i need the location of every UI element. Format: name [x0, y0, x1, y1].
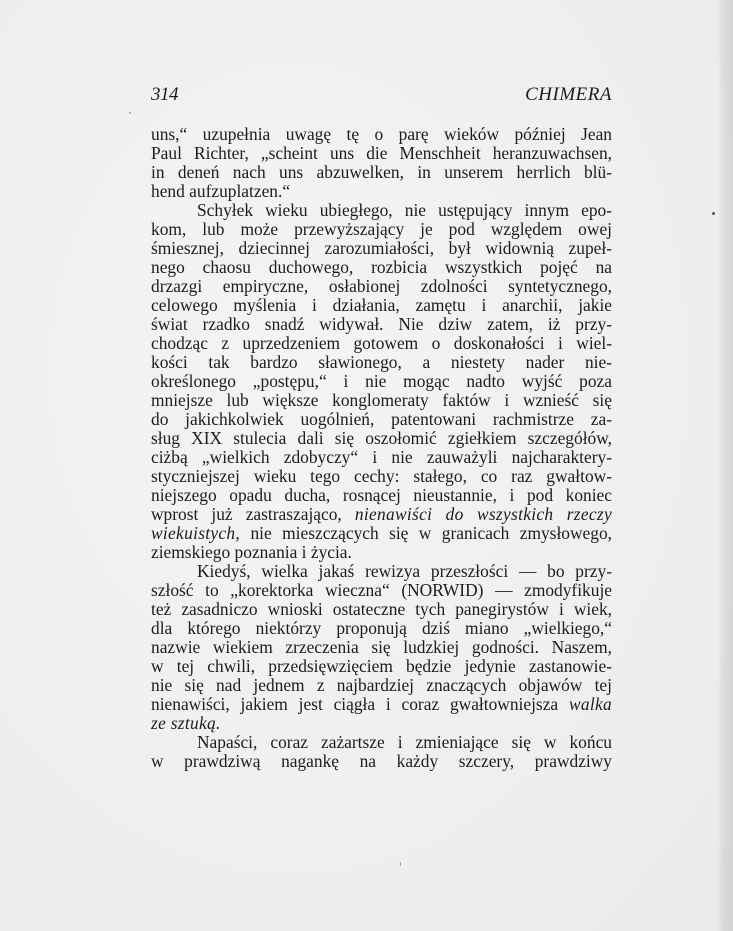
text-line: styczniejszej wieku tego cechy: stałego, co raz gwałtow-: [151, 466, 612, 486]
text-line: dla którego niektórzy proponują dziś miano „wielkiego,“: [151, 618, 612, 638]
emphasized-text: wiekuistych,: [151, 523, 241, 543]
text-line: kom, lub może przewyższający je pod względem owej: [151, 219, 612, 239]
text-line: w prawdziwą nagankę na każdy szczery, prawdziwy: [151, 751, 612, 771]
text-line: uns,“ uzupełnia uwagę tę o parę wieków później Jean: [151, 124, 612, 144]
text-line: szłość to „korektorka wieczna“ (NORWID) — zmodyfikuje: [151, 580, 612, 600]
text-line: w tej chwili, przedsięwzięciem będzie jedynie zastanowie-: [151, 656, 612, 676]
text-line: sług XIX stulecia dali się oszołomić zgiełkiem szczegółów,: [151, 428, 612, 448]
text-line: śmiesznej, dziecinnej zarozumiałości, był widownią zupeł-: [151, 238, 612, 258]
emphasized-text: walka: [568, 694, 612, 714]
text-line: in deneń nach uns abzuwelken, in unserem herrlich blü-: [151, 162, 612, 182]
text-line: nazwie wiekiem zrzeczenia się ludzkiej godności. Naszem,: [151, 637, 612, 657]
text-line: mniejsze lub większe konglomeraty faktów i wznieść się: [151, 390, 612, 410]
text-line: kości tak bardzo sławionego, a niestety nader nie-: [151, 352, 612, 372]
text-line: ciżbą „wielkich zdobyczy“ i nie zauważyli najcharaktery-: [151, 447, 612, 467]
scan-speck: [712, 212, 715, 215]
text-line: chodząc z uprzedzeniem gotowem o doskonałości i wiel-: [151, 333, 612, 353]
text-run: wprost już zastraszająco,: [151, 504, 342, 524]
paragraph-4: [151, 733, 612, 771]
paragraph-1: [151, 125, 612, 201]
emphasized-text: nienawiści do wszystkich rzeczy: [354, 504, 612, 524]
text-line: [151, 695, 612, 714]
text-line: Napaści, coraz zażartsze i zmieniające się w końcu: [197, 732, 612, 752]
text-line: Kiedyś, wielka jakaś rewizya przeszłości — bo przy-: [197, 561, 612, 581]
scan-speck: [400, 862, 401, 866]
text-line: [151, 505, 612, 524]
text-line: Schyłek wieku ubiegłego, nie ustępujący innym epo-: [197, 200, 612, 220]
text-line: nego chaosu duchowego, rozbicia wszystkich pojęć na: [151, 257, 612, 277]
text-line: niejszego opadu ducha, rosnącej nieustannie, i pod koniec: [151, 485, 612, 505]
text-line: też zasadniczo wnioski ostateczne tych panegirystów i wiek,: [151, 599, 612, 619]
text-line: ziemskiego poznania i życia.: [151, 542, 352, 562]
text-line: [151, 524, 612, 543]
text-line: hend aufzuplatzen.“: [151, 181, 291, 201]
paragraph-2: [151, 201, 612, 562]
text-line: Paul Richter, „scheint uns die Menschheit heranzuwachsen,: [151, 143, 612, 163]
text-line: drzazgi empiryczne, osłabionej zdolności syntetycznego,: [151, 276, 612, 296]
text-run: nie mieszczących się w granicach zmysłowego,: [250, 523, 612, 543]
text-run: nienawiści, jakiem jest ciągła i coraz gwałtowniejsza: [151, 694, 559, 714]
text-line: do jakichkolwiek uogólnień, patentowani rachmistrze za-: [151, 409, 612, 429]
emphasized-text: ze sztuką.: [151, 713, 221, 733]
text-line: celowego myślenia i działania, zamętu i anarchii, jakie: [151, 295, 612, 315]
text-line: nie się nad jednem z najbardziej znaczących objawów tej: [151, 675, 612, 695]
paragraph-3: [151, 562, 612, 733]
body-text: [151, 125, 612, 771]
running-head: [151, 84, 612, 108]
text-line: określonego „postępu,“ i nie mogąc nadto wyjść poza: [151, 371, 612, 391]
text-line: [151, 714, 612, 733]
text-line: świat rzadko snadź widywał. Nie dziw zatem, iż przy-: [151, 314, 612, 334]
journal-title: CHIMERA: [525, 84, 612, 105]
scan-speck: [129, 112, 131, 114]
page-number: 314: [151, 84, 178, 105]
